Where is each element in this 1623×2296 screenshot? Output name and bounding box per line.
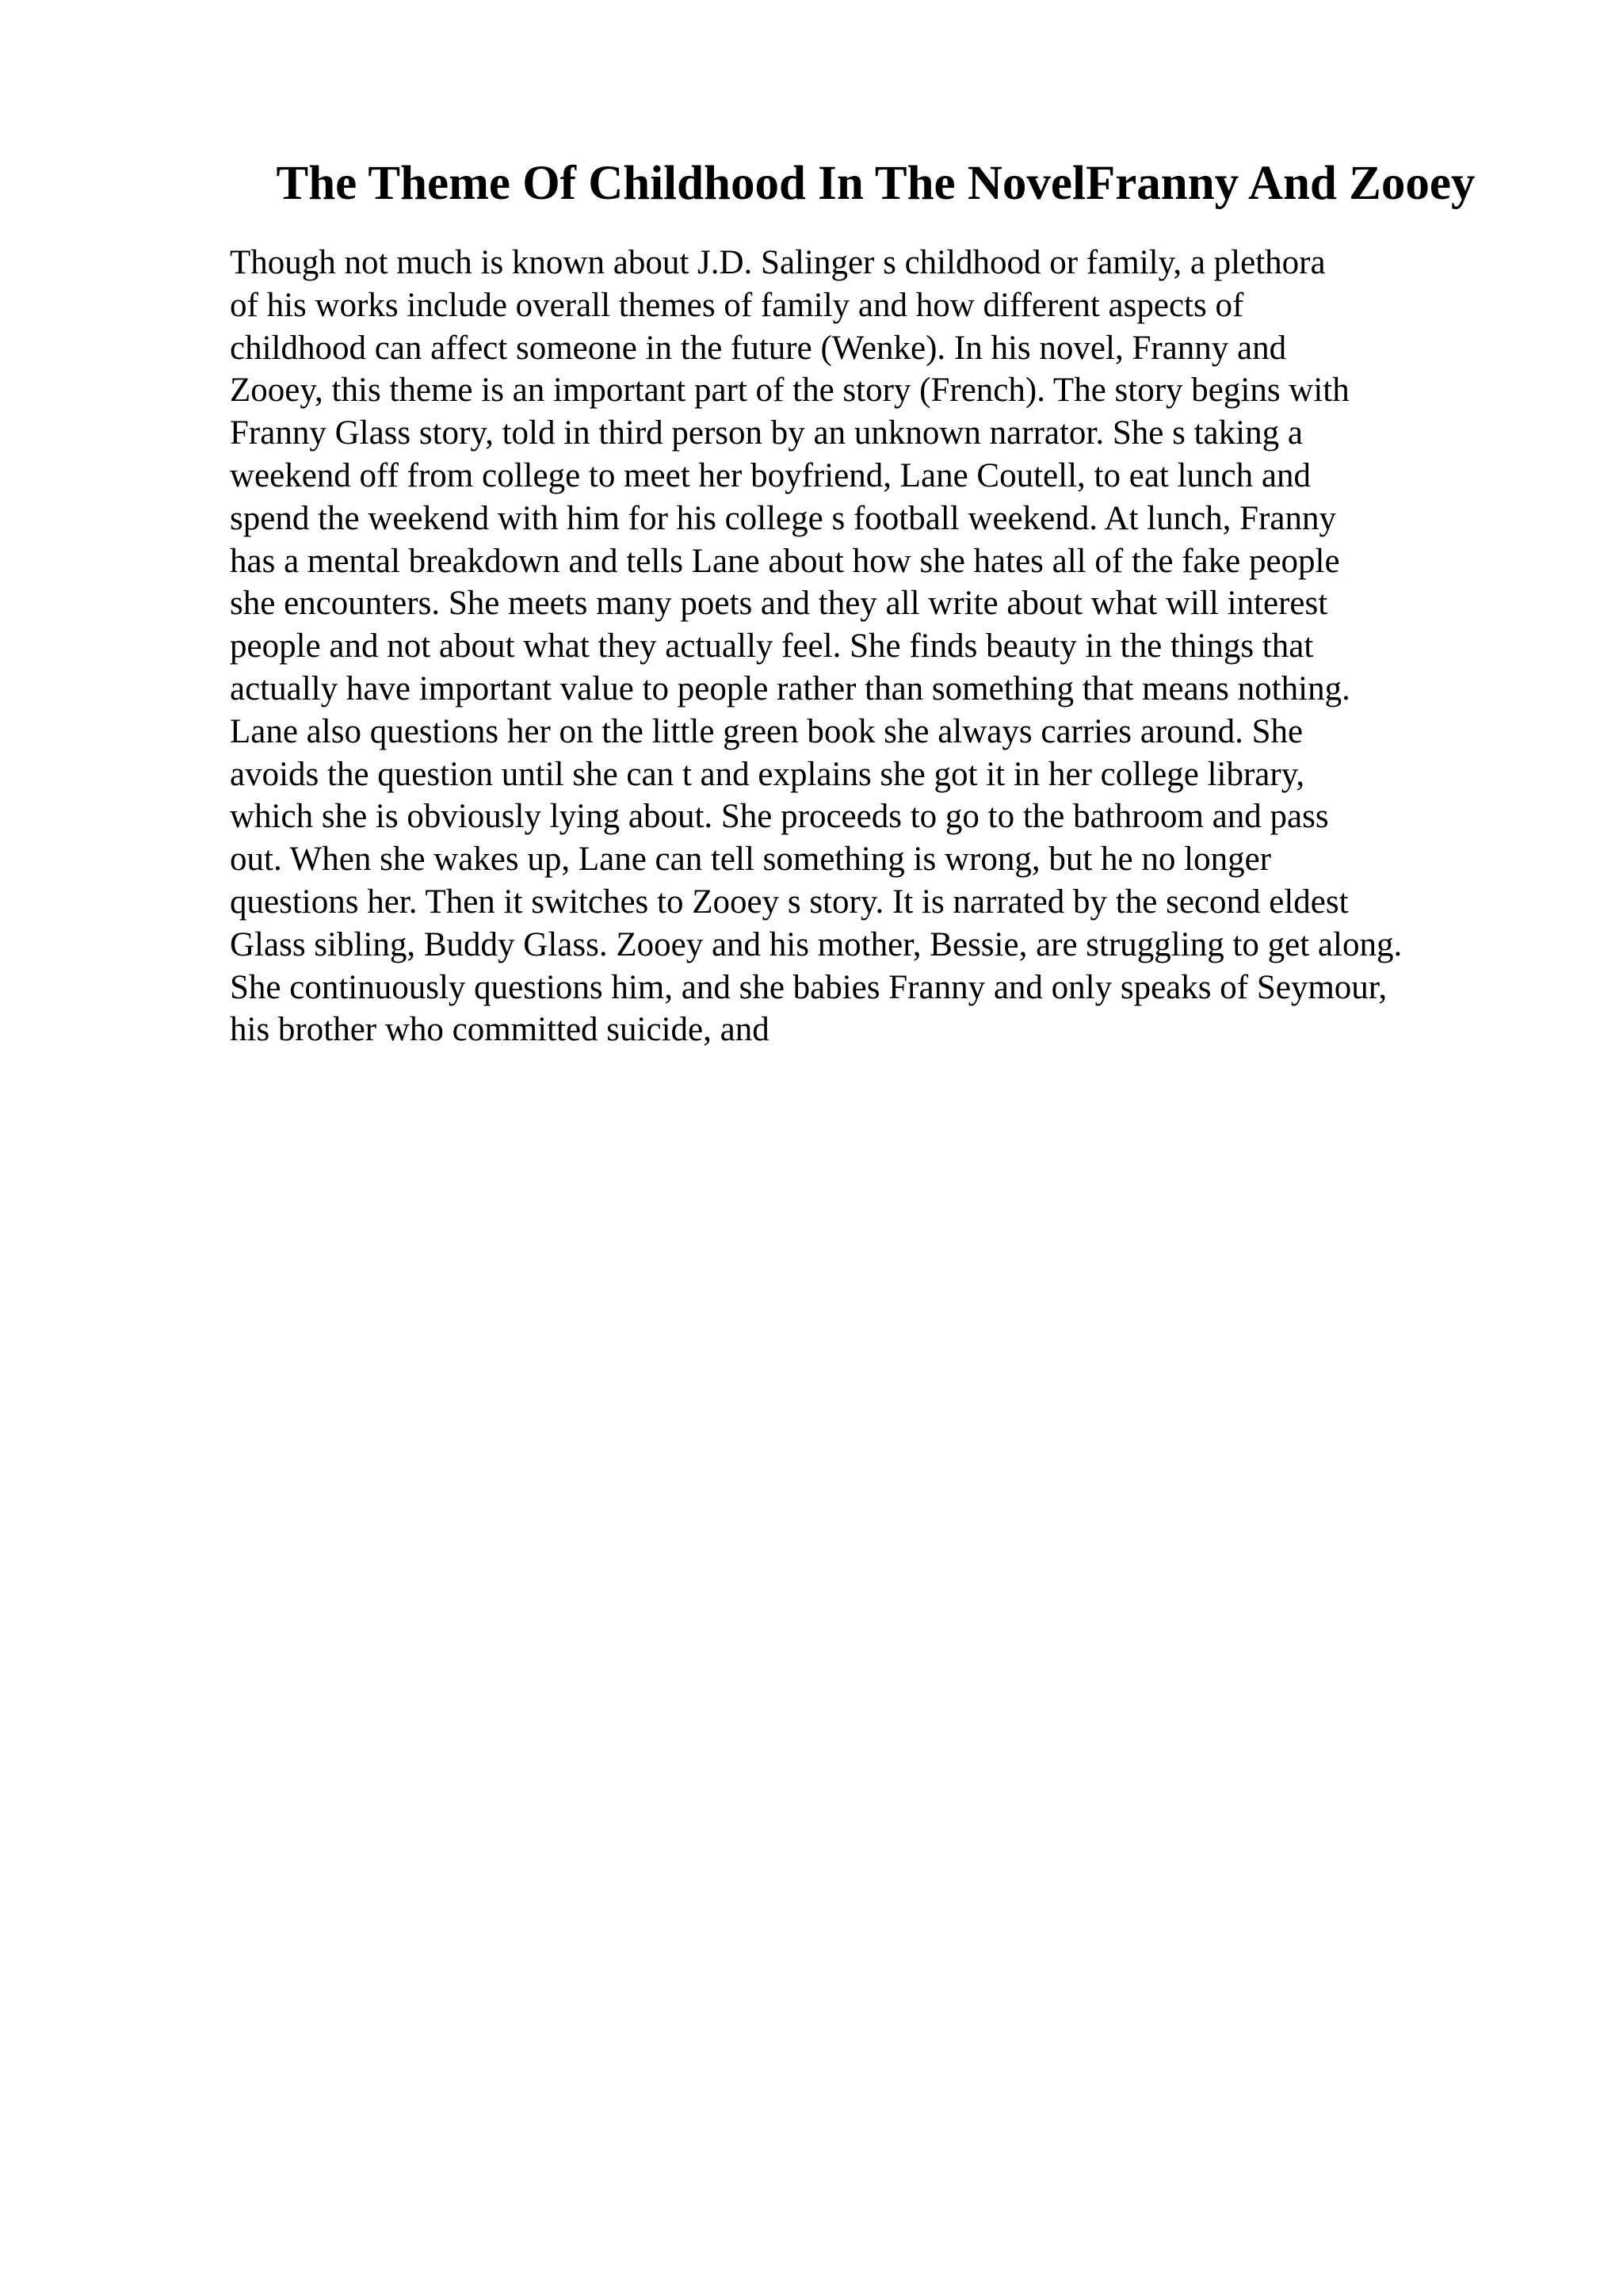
body-line: Lane also questions her on the little green book she always carries around. She [230,712,1304,750]
body-line: his brother who committed suicide, and [230,1011,769,1049]
body-line: spend the weekend with him for his college s football weekend. At lunch, Franny [230,499,1336,537]
body-line: of his works include overall themes of family and how different aspects of [230,286,1244,324]
body-line: out. When she wakes up, Lane can tell something is wrong, but he no longer [230,841,1271,879]
body-line: Though not much is known about J.D. Salinger s childhood or family, a plethora [230,244,1326,281]
body-line: she encounters. She meets many poets and they all write about what will interest [230,585,1328,623]
body-line: childhood can affect someone in the future (Wenke). In his novel, Franny and [230,329,1287,367]
document-title: The Theme Of Childhood In The NovelFranny And Zooey [276,157,1476,210]
document-body [230,242,1577,1051]
body-line: Glass sibling, Buddy Glass. Zooey and his mother, Bessie, are struggling to get along. [230,925,1403,963]
body-line: She continuously questions him, and she babies Franny and only speaks of Seymour, [230,968,1388,1006]
body-line: questions her. Then it switches to Zooey s story. It is narrated by the second eldest [230,883,1349,921]
body-line: has a mental breakdown and tells Lane about how she hates all of the fake people [230,542,1340,580]
body-line: Zooey, this theme is an important part of the story (French). The story begins with [230,372,1350,410]
body-line: Franny Glass story, told in third person by an unknown narrator. She s taking a [230,414,1303,452]
body-line: actually have important value to people rather than something that means nothing. [230,669,1350,707]
body-line: people and not about what they actually feel. She finds beauty in the things that [230,627,1314,666]
body-line: avoids the question until she can t and explains she got it in her college library, [230,755,1305,793]
body-line: weekend off from college to meet her boyfriend, Lane Coutell, to eat lunch and [230,456,1311,494]
body-line: which she is obviously lying about. She proceeds to go to the bathroom and pass [230,798,1329,836]
